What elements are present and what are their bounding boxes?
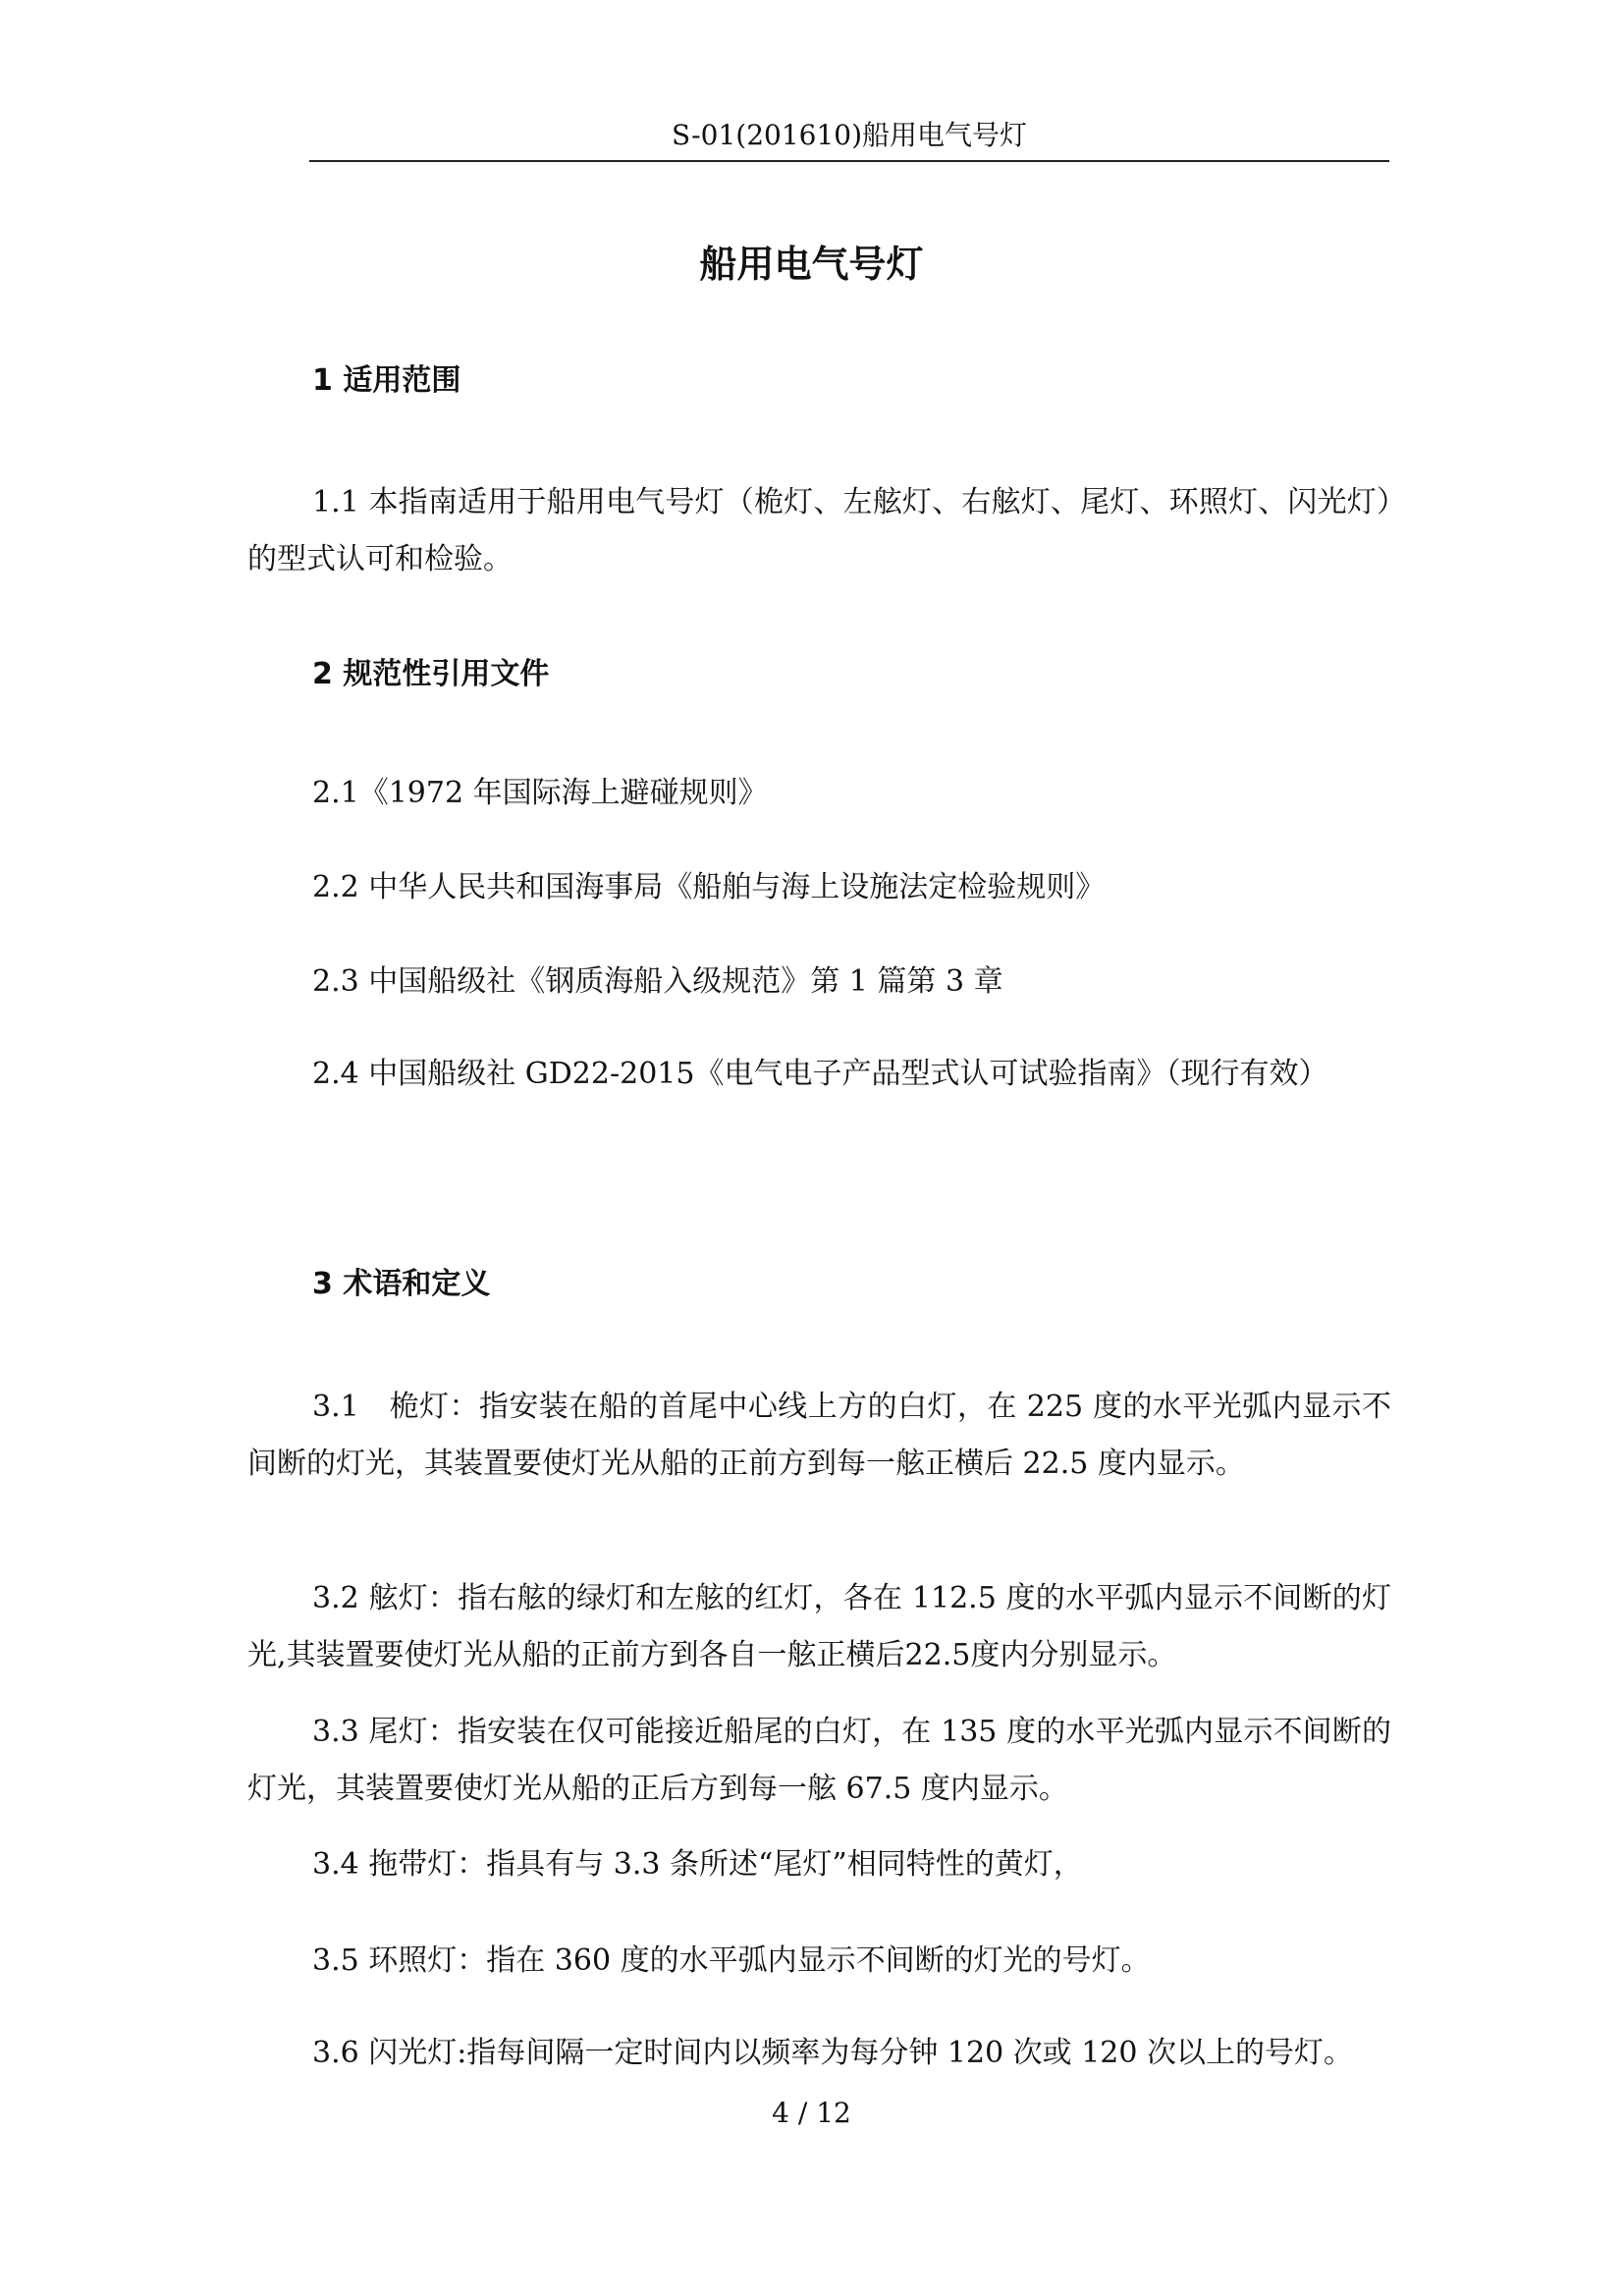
reference-item: 2.4 中国船级社 GD22-2015《电气电子产品型式认可试验指南》（现行有效） — [312, 1057, 1328, 1091]
page-number: 4 / 12 — [772, 2097, 851, 2129]
reference-item: 2.2 中华人民共和国海事局《船舶与海上设施法定检验规则》 — [312, 870, 1106, 904]
definition-item: 3.6 闪光灯:指每间隔一定时间内以频率为每分钟 120 次或 120 次以上的号灯。 — [312, 2036, 1354, 2070]
definition-item: 3.4 拖带灯：指具有与 3.3 条所述“尾灯”相同特性的黄灯， — [312, 1847, 1083, 1882]
document-title: 船用电气号灯 — [699, 243, 924, 287]
reference-item: 2.1《1972 年国际海上避碰规则》 — [312, 776, 768, 810]
header-divider — [309, 160, 1389, 162]
reference-item: 2.3 中国船级社《钢质海船入级规范》第 1 篇第 3 章 — [312, 964, 1003, 999]
definition-item: 3.1 桅灯：指安装在船的首尾中心线上方的白灯，在 225 度的水平光弧内显示不间断的灯光，其装置要使灯光从船的正前方到每一舷正横后 22.5 度内显示。 — [247, 1390, 1391, 1481]
definition-item: 3.5 环照灯：指在 360 度的水平弧内显示不间断的灯光的号灯。 — [312, 1943, 1151, 1978]
section-heading-scope: 1 适用范围 — [312, 363, 461, 398]
scope-paragraph: 1.1 本指南适用于船用电气号灯（桅灯、左舷灯、右舷灯、尾灯、环照灯、闪光灯）的型式认可和检验。 — [247, 485, 1391, 576]
definition-item: 3.2 舷灯：指右舷的绿灯和左舷的红灯，各在 112.5 度的水平弧内显示不间断的灯光,其装置要使灯光从船的正前方到各自一舷正横后22.5度内分别显示。 — [247, 1581, 1391, 1672]
section-heading-definitions: 3 术语和定义 — [312, 1267, 491, 1301]
definition-item: 3.3 尾灯：指安装在仅可能接近船尾的白灯，在 135 度的水平光弧内显示不间断的灯光，其装置要使灯光从船的正后方到每一舷 67.5 度内显示。 — [247, 1715, 1391, 1806]
running-header: S-01(201610)船用电气号灯 — [671, 119, 1028, 151]
section-heading-references: 2 规范性引用文件 — [312, 657, 550, 691]
